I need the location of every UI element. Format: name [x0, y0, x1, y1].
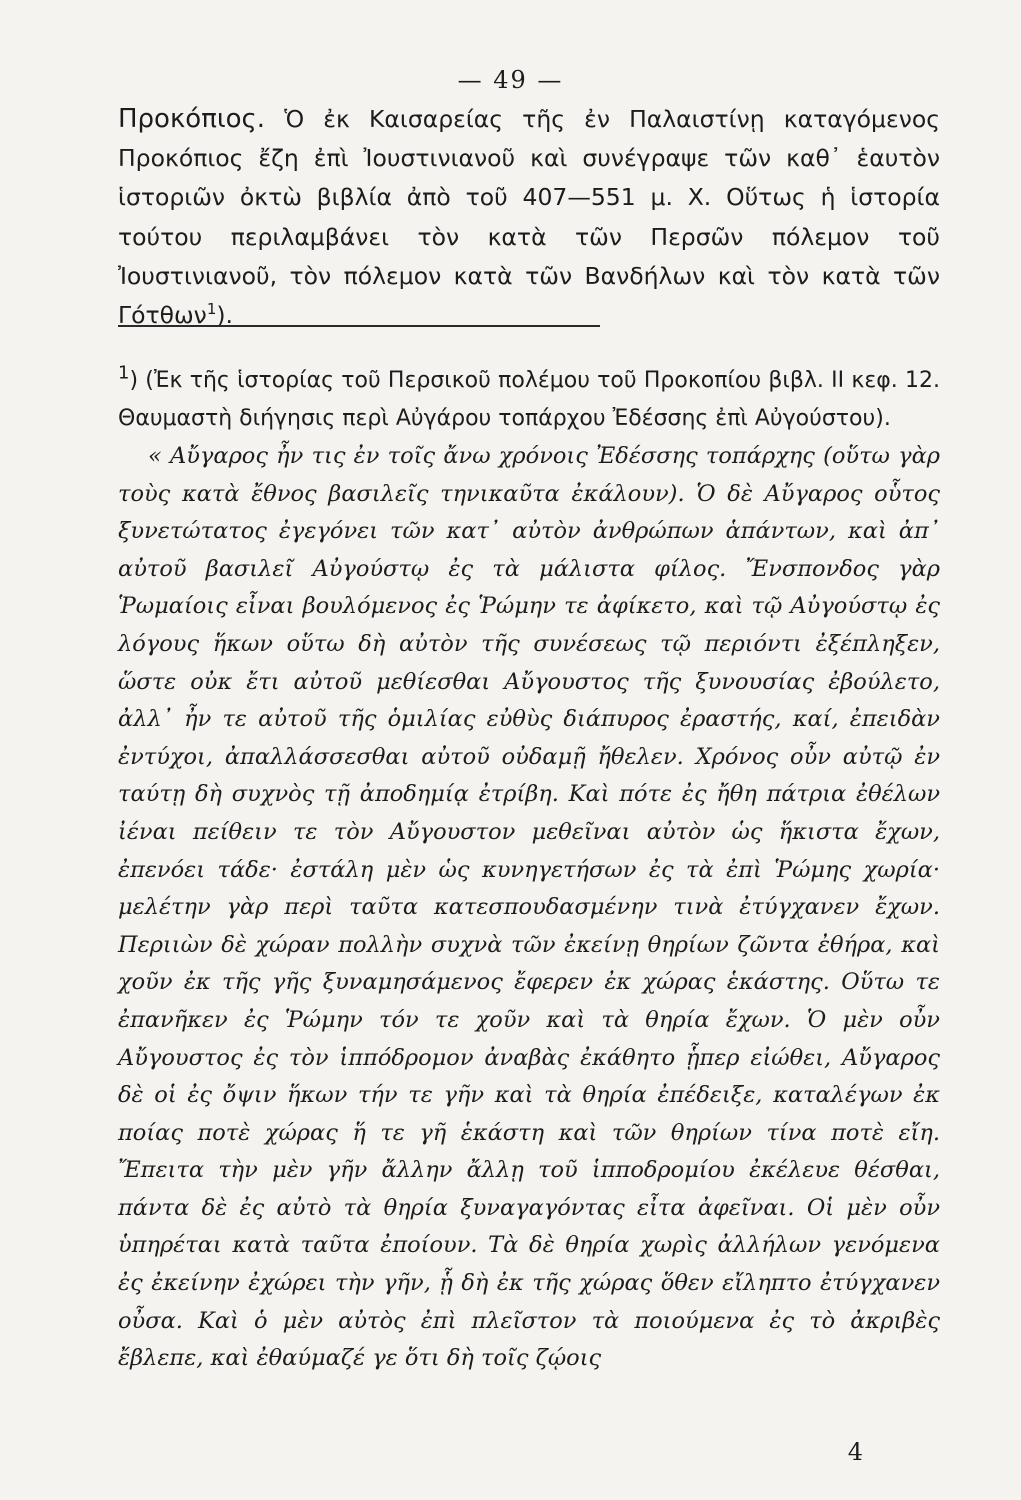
footnote-divider	[118, 325, 600, 327]
lead-word: Προκόπιος.	[118, 104, 266, 134]
footnote-reference[interactable]: 1	[206, 300, 217, 319]
main-end: ).	[216, 301, 233, 330]
footnote-quote: « Αὔγαρος ἦν τις ἐν τοῖς ἄνω χρόνοις Ἐδέσσης τοπάρχης (οὕτω γὰρ τοὺς κατὰ ἔθνος βασιλεῖς τηνικαῦτα ἐκάλουν). Ὁ δὲ Αὔγαρος οὗτος ξυνετώτατος ἐγεγόνει τῶν κατ᾿ αὐτὸν ἀνθρώπων ἁπάντων, καὶ ἀπ᾿ αὐτοῦ βασιλεῖ Αὐγούστῳ ἐς τὰ μάλιστα φίλος. Ἔνσπονδος γὰρ Ῥωμαίοις εἶναι βουλόμενος ἐς Ῥώμην τε ἀφίκετο, καὶ τῷ Αὐγούστῳ ἐς λόγους ἥκων οὕτω δὴ αὐτὸν τῆς συνέσεως τῷ περιόντι ἐξέπληξεν, ὥστε οὐκ ἔτι αὐτοῦ μεθίεσθαι Αὔγουστος τῆς ξυνουσίας ἐβούλετο, ἀλλ᾿ ἦν τε αὐτοῦ τῆς ὁμιλίας εὐθὺς διάπυρος ἐραστής, καί, ἐπειδὰν ἐντύχοι, ἀπαλλάσσεσθαι αὐτοῦ οὐδαμῇ ἤθελεν. Χρόνος οὖν αὐτῷ ἐν ταύτῃ δὴ συχνὸς τῇ ἀποδημίᾳ ἐτρίβη. Καὶ πότε ἐς ἤθη πάτρια ἐθέλων ἰέναι πείθειν τε τὸν Αὔγουστον μεθεῖναι αὐτὸν ὡς ἥκιστα ἔχων, ἐπενόει τάδε· ἐστάλη μὲν ὡς κυνηγετήσων ἐς τὰ ἐπὶ Ῥώμης χωρία· μελέτην γὰρ περὶ ταῦτα κατεσπουδασμένην τινὰ ἐτύγχανεν ἔχων. Περιιὼν δὲ χώραν πολλὴν συχνὰ τῶν ἐκείνῃ θηρίων ζῶντα ἐθήρα, καὶ χοῦν ἐκ τῆς γῆς ξυναμησάμενος ἔφερεν ἐκ χώρας ἑκάστης. Οὕτω τε ἐπανῆκεν ἐς Ῥώμην τόν τε χοῦν καὶ τὰ θηρία ἔχων. Ὁ μὲν οὖν Αὔγουστος ἐς τὸν ἱππόδρομον ἀναβὰς ἐκάθητο ᾗπερ εἰώθει, Αὔγαρος δὲ οἱ ἐς ὄψιν ἥκων τήν τε γῆν καὶ τὰ θηρία ἐπέδειξε, καταλέγων ἐκ ποίας ποτὲ χώρας ἥ τε γῆ ἑκάστη καὶ τῶν θηρίων τίνα ποτὲ εἴη. Ἔπειτα τὴν μὲν γῆν ἄλλην ἄλλῃ τοῦ ἱπποδρομίου ἐκέλευε θέσθαι, πάντα δὲ ἐς αὐτὸ τὰ θηρία ξυναγαγόντας εἶτα ἀφεῖναι. Οἱ μὲν οὖν ὑπηρέται κατὰ ταῦτα ἐποίουν. Τὰ δὲ θηρία χωρὶς ἀλλήλων γενόμενα ἐς ἐκείνην ἐχώρει τὴν γῆν, ᾗ δὴ ἐκ τῆς χώρας ὅθεν εἴληπτο ἐτύγχανεν οὖσα. Καὶ ὁ μὲν αὐτὸς ἐπὶ πλεῖστον τὰ ποιούμενα ἐς τὸ ἀκριβὲς ἔβλεπε, καὶ ἐθαύμαζέ γε ὅτι δὴ τοῖς ζῴοις	[118, 443, 940, 1372]
printer-signature: 4	[847, 1438, 863, 1466]
footnote-intro: ) (Ἐκ τῆς ἱστορίας τοῦ Περσικοῦ πολέμου τοῦ Προκοπίου βιβλ. ΙΙ κεφ. 12. Θαυμαστὴ διήγησις περὶ Αὐγάρου τοπάρχου Ἐδέσσης ἐπὶ Αὐγούστου).	[118, 368, 940, 431]
main-paragraph	[118, 100, 940, 335]
main-body-text: Ὁ ἐκ Καισαρείας τῆς ἐν Παλαιστίνῃ καταγόμενος Προκόπιος ἔζη ἐπὶ Ἰουστινιανοῦ καὶ συνέγραψε τῶν καθ᾿ ἑαυτὸν ἱστοριῶν ὀκτὼ βιβλία ἀπὸ τοῦ 407—551 μ. Χ. Οὕτως ἡ ἱστορία τούτου περιλαμβάνει τὸν κατὰ τῶν Περσῶν πόλεμον τοῦ Ἰουστινιανοῦ, τὸν πόλεμον κατὰ τῶν Βανδήλων καὶ τὸν κατὰ τῶν Γότθων	[118, 105, 940, 330]
footnote-marker: 1	[118, 362, 130, 384]
footnote	[118, 362, 940, 1378]
page-number: — 49 —	[457, 66, 564, 94]
